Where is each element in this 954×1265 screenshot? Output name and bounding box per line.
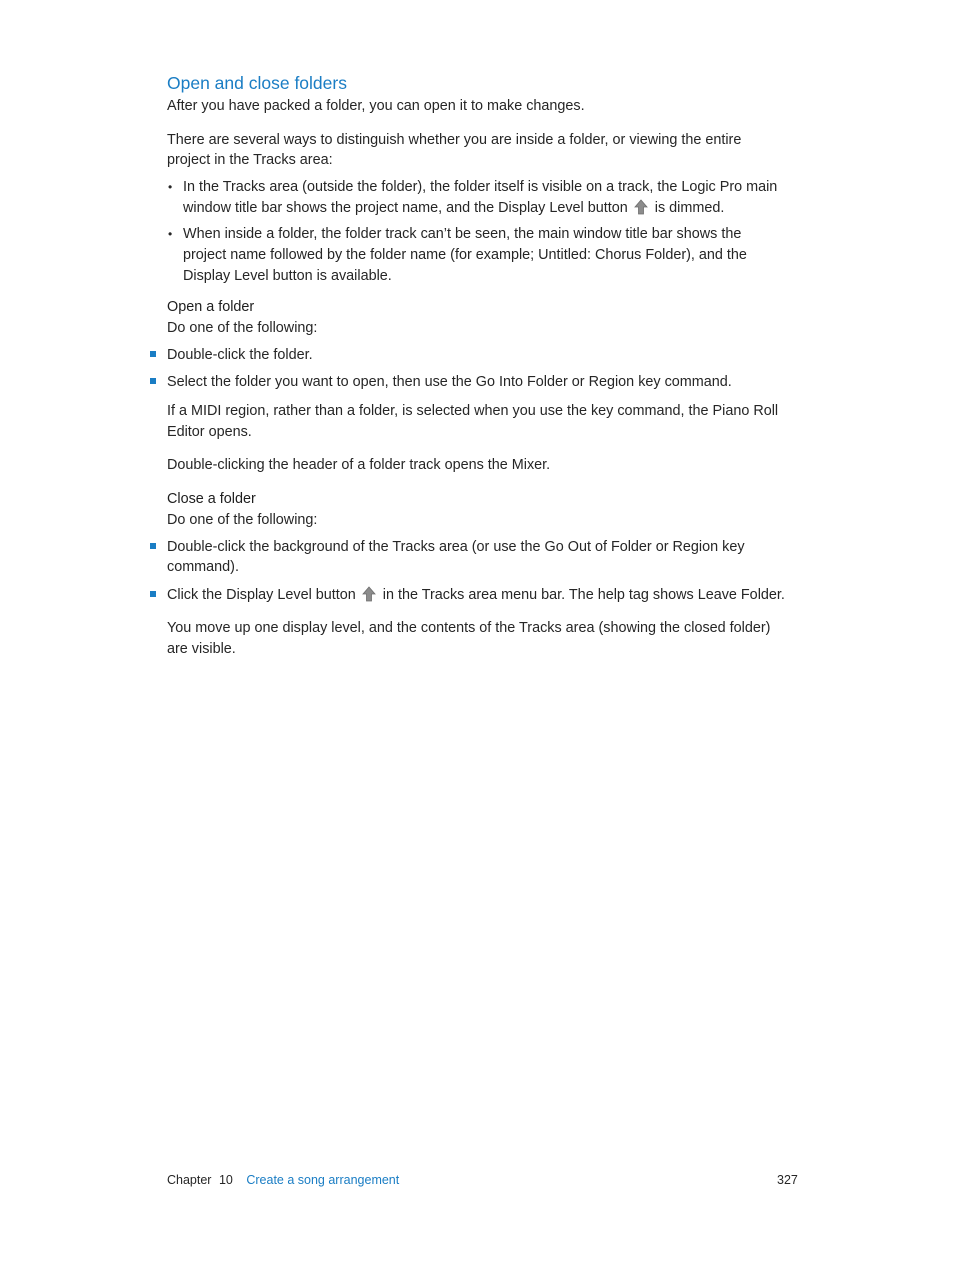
- ways-paragraph-line-1: There are several ways to distinguish whether you are inside a folder, or viewing the entire: [167, 132, 742, 148]
- bullet-dot: •: [168, 227, 173, 241]
- open-step-1: Double-click the folder.: [167, 347, 313, 363]
- close-note-line-2: are visible.: [167, 641, 236, 657]
- page-number: 327: [777, 1173, 798, 1187]
- close-step-2: [167, 585, 785, 609]
- close-folder-lead: Do one of the following:: [167, 512, 318, 528]
- open-step-2: Select the folder you want to open, then use the Go Into Folder or Region key command.: [167, 374, 732, 390]
- bullet-1-line-2-text: window title bar shows the project name, and the Display Level button: [183, 200, 628, 216]
- close-folder-subheading: Close a folder: [167, 491, 256, 507]
- bullet-2-line-1: When inside a folder, the folder track can’t be seen, the main window title bar shows the: [183, 226, 742, 242]
- close-step-1-line-1: Double-click the background of the Tracks area (or use the Go Out of Folder or Region key: [167, 539, 745, 555]
- display-level-icon: [362, 586, 376, 609]
- bullet-1-line-2-end: is dimmed.: [654, 200, 725, 216]
- square-bullet-icon: [150, 591, 156, 597]
- square-bullet-icon: [150, 351, 156, 357]
- square-bullet-icon: [150, 543, 156, 549]
- intro-paragraph: After you have packed a folder, you can open it to make changes.: [167, 98, 585, 114]
- bullet-1-line-1: In the Tracks area (outside the folder), the folder itself is visible on a track, the Logic Pro main: [183, 179, 778, 195]
- close-step-1-line-2: command).: [167, 559, 239, 575]
- ways-paragraph-line-2: project in the Tracks area:: [167, 152, 333, 168]
- footer-chapter-label: Chapter: [167, 1173, 212, 1187]
- close-step-2-end: in the Tracks area menu bar. The help tag shows Leave Folder.: [382, 587, 785, 603]
- close-step-2-text: Click the Display Level button: [167, 587, 356, 603]
- open-folder-lead: Do one of the following:: [167, 320, 318, 336]
- open-note-2: Double-clicking the header of a folder track opens the Mixer.: [167, 457, 551, 473]
- footer-chapter: [167, 1173, 399, 1187]
- section-heading: Open and close folders: [167, 73, 347, 93]
- display-level-icon: [634, 199, 648, 222]
- open-note-1-line-1: If a MIDI region, rather than a folder, is selected when you use the key command, the Piano Roll: [167, 403, 779, 419]
- bullet-1-line-2: [183, 198, 724, 222]
- footer-chapter-link[interactable]: Create a song arrangement: [246, 1173, 400, 1187]
- open-folder-subheading: Open a folder: [167, 299, 255, 315]
- open-note-1-line-2: Editor opens.: [167, 424, 252, 440]
- footer-chapter-number: 10: [218, 1173, 233, 1187]
- square-bullet-icon: [150, 378, 156, 384]
- bullet-2-line-3: Display Level button is available.: [183, 268, 392, 284]
- close-note-line-1: You move up one display level, and the contents of the Tracks area (showing the closed folder): [167, 620, 771, 636]
- bullet-dot: •: [168, 180, 173, 194]
- bullet-2-line-2: project name followed by the folder name (for example; Untitled: Chorus Folder), and the: [183, 247, 747, 263]
